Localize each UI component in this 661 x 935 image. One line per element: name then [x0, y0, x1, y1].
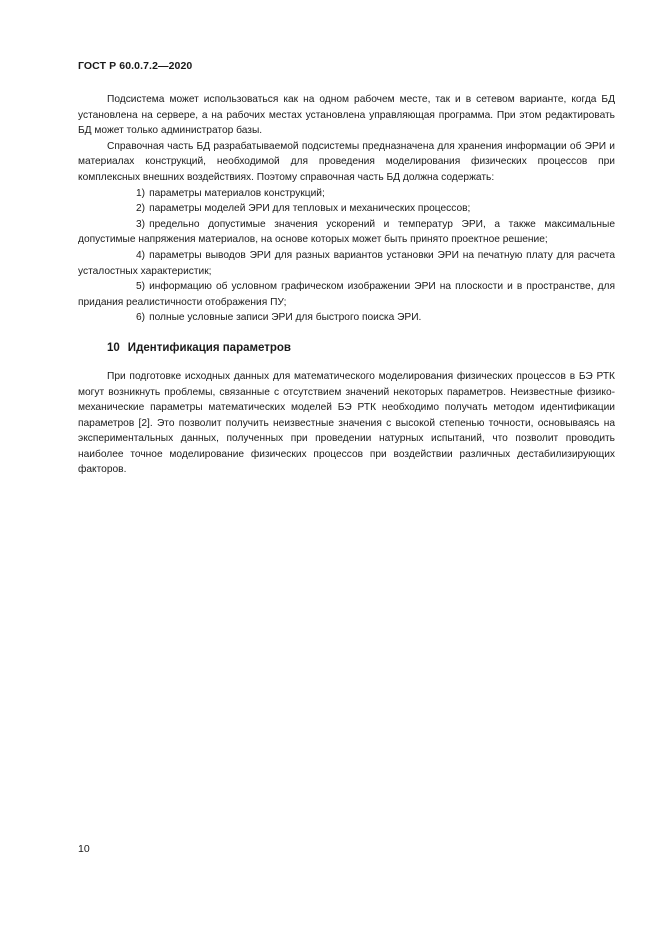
list-item — [78, 201, 615, 217]
page-body — [78, 92, 615, 478]
list-item-number: 6) — [136, 312, 146, 324]
list-item — [78, 186, 615, 202]
list-item-number: 4) — [136, 249, 146, 261]
list-item-text: информацию об условном графическом изображении ЭРИ на плоскости и в пространстве, для придания реалистичности отображения ПУ; — [78, 281, 615, 308]
list-item-number: 2) — [136, 203, 146, 215]
section-number: 10 — [107, 341, 120, 354]
list-item — [78, 279, 615, 310]
list-item-number: 3) — [136, 218, 146, 230]
list-item — [78, 217, 615, 248]
list-item-text: параметры моделей ЭРИ для тепловых и механических процессов; — [149, 203, 471, 215]
document-code-header: ГОСТ Р 60.0.7.2—2020 — [78, 60, 193, 72]
section-heading — [78, 340, 615, 356]
section-title: Идентификация параметров — [127, 341, 291, 354]
reference-content-list — [78, 186, 615, 326]
intro-paragraph-2: Справочная часть БД разрабатываемой подсистемы предназначена для хранения информации об ЭРИ и материалах конструкций, необходимой для проведения моделирования физических процессов при комплексных внешних воздействиях. Поэтому справочная часть БД должна содержать: — [78, 140, 615, 183]
list-item-text: предельно допустимые значения ускорений и температур ЭРИ, а также максимальные допустимые напряжения материалов, на основе которых может быть принято проектное решение; — [78, 218, 615, 246]
section-paragraph: При подготовке исходных данных для математического моделирования физических процессов в БЭ РТК могут возникнуть проблемы, связанные с отсутствием значений некоторых параметров. Неизвестные физико-механические параметры математических моделей БЭ РТК необходимо получать методом идентификации параметров [2]. Это позволит получить неизвестные значения с высокой степенью точности, основываясь на экспериментальных данных, полученных при проведении натурных испытаний, что позволит проводить наиболее точное моделирование физических процессов при воздействии различных дестабилизирующих факторов. — [78, 370, 615, 476]
list-item — [78, 248, 615, 279]
page-number: 10 — [78, 843, 90, 855]
intro-paragraph-1: Подсистема может использоваться как на одном рабочем месте, так и в сетевом варианте, когда БД установлена на сервере, а на рабочих местах установлена управляющая программа. При этом редактировать БД может только администратор базы. — [78, 94, 615, 137]
list-item-text: параметры выводов ЭРИ для разных вариантов установки ЭРИ на печатную плату для расчета усталостных характеристик; — [78, 249, 615, 277]
list-item-number: 1) — [136, 187, 146, 199]
list-item-text: параметры материалов конструкций; — [149, 187, 325, 199]
list-item-number: 5) — [136, 281, 146, 293]
list-item-text: полные условные записи ЭРИ для быстрого поиска ЭРИ. — [149, 312, 422, 324]
list-item — [78, 310, 615, 326]
